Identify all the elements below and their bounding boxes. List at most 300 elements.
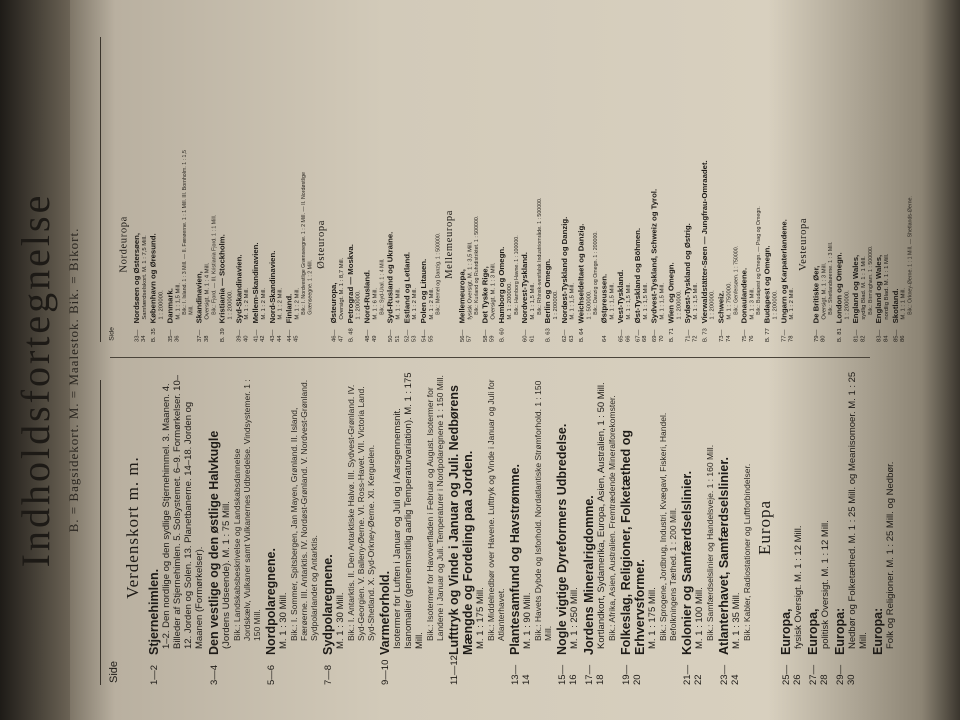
page-number: 69—70 [651,329,665,342]
abbreviation-legend: B. = Bagsidekort. M. = Maalestok. Bik. = Bikort. [66,227,81,533]
index-entry [555,370,580,685]
entry-title: Europa, [806,608,820,655]
entry-description: 1 : 200000. [226,290,234,320]
index-entry [497,147,519,342]
page-number: 77—78 [780,329,795,342]
entry-description: Isotermer for Luften i Januar og Juli og i Aarsgennemsnit. Isanomalier (gennemsnitlig aarlig Temperaturvariation). M. 1 : 175 Mill. [392,372,425,649]
page-column-header: Side [108,660,120,683]
index-entry [667,147,683,342]
entry-body [234,147,249,324]
page-number: 50—51 [387,329,401,342]
entry-title: Syd-Rusland og Ukraine. [385,231,395,324]
entry-title: Folkeslag, Religioner, Folketæthed og Erhvervsformer. [619,429,647,655]
entry-subnote: Bik.: Orkney-Øerne. 1 : 1 Mill. — Shetlands-Øerne. [906,196,913,315]
index-entry [447,370,506,685]
index-entry [577,147,599,342]
entry-body [481,147,497,324]
entry-title: London og Omegn. [834,252,844,324]
page-number: B. 48 [347,328,355,342]
entry-title: Schweiz. [716,290,726,324]
entry-title: Finland. [284,293,294,324]
entry-description: fysisk Oversigt. M. 1 : 3,5 Mill. [466,241,474,320]
entry-subnote: Bik.: Fjord. — III. Kristiania Fjord. 1 : 1 Mill. [210,214,217,315]
entry-description: M. 1 : 200000. [506,282,513,320]
entry-title: Kristiania — Stockholm. [217,234,227,324]
page-number: 79—80 [812,329,827,342]
entry-title: Mellemeuropa, [457,269,467,324]
page-number: 41—42 [252,329,267,342]
index-entry [616,147,632,342]
index-entry [251,147,267,342]
entry-title: Petrograd — Moskva. [346,244,355,324]
page-number: 27—28 [808,664,830,685]
entry-description: M. 1 : 2 Mill. [293,287,301,320]
entry-body [763,147,779,324]
entry-description: M. 1 : 1,5 Mill. [174,283,182,320]
entry-subnote: Bik.: Danzig og Omegn. 1 : 200000. [592,231,599,315]
page-number: 21—22 [682,664,704,685]
entry-description: M. 1 : 2 Mill. [276,287,284,320]
page-number: B. 63 [544,328,552,342]
entry-body [812,147,834,324]
page-number: 43—44 [269,329,283,342]
entries-list [458,147,795,342]
index-entry [234,147,249,342]
entry-body [874,147,890,324]
entry-subnote: Bik.: Birmingham. 1 : 500000. [866,245,874,315]
page-number: 44—45 [285,329,300,342]
entry-description: M. 1 : 30 Mill. [335,592,346,649]
page-column-header: Side [108,327,116,341]
page-number: 62—63 [561,329,575,342]
page-number: 56—57 [458,329,473,342]
entry-title: Europa, [779,608,793,655]
entry-description: Folk og Religioner. M. 1 : 25 Mill. og Nedbør. [885,461,896,649]
index-entry [149,147,165,342]
entry-title: Jordens Mineralrigdomme. [582,495,596,655]
entry-subnote: Bik.: Afrika, Asien, Australien. Fremtrædende Mineralforekomster. [607,395,617,641]
entry-description: 1 : 500000. [585,290,593,320]
page-number: 19—20 [621,664,643,685]
column-divider [110,357,870,358]
entry-body [285,147,313,324]
entry-title: Budapest og Omegn. [762,245,772,324]
entry-body [508,370,553,655]
index-entry [874,147,890,342]
entry-subnote: Bik.: Shetlandsøerne. 1 : 3 Mill. [827,241,834,315]
entry-body [560,147,576,324]
entry-title: Europa: [871,607,885,655]
page-title: Indholdsfortegnelse [13,192,58,568]
index-entry [633,147,649,342]
index-entry [835,147,851,342]
index-entry [600,147,616,342]
entry-description: M. 1 : 2 Mill. [259,287,267,320]
entry-description: 1 : 200000. [771,290,779,320]
entry-body [497,147,519,324]
entry-description: M. 1 : 90 Mill. [522,592,533,649]
page-number: 54—55 [420,329,435,342]
entry-description: M. 1 : 30 Mill. [278,592,289,649]
entry-description: M. 1 : 3 Mill. [748,287,756,320]
entry-title: Vierwaldstätter-Søen — Jungfrau-Omraadet. [700,160,709,324]
divider-left [100,380,101,685]
index-entry [812,147,834,342]
page-number: B. 60 [498,328,506,342]
entry-title: Vest-Tyskland. [616,269,626,324]
entry-description: M. 1 : 2 Mill. [788,287,795,320]
entries-list [812,147,913,342]
entry-body [650,147,666,324]
index-entry [195,147,217,342]
page-number: 73—74 [718,329,732,342]
entry-title: Østeuropa, [329,282,339,324]
entry-title: Den vestlige og den østlige Halvkugle [207,430,221,655]
entry-description: Nedbør og Folketæthed. M. 1 : 25 Mill. og Meanisomoer. M. 1 : 25 Mill. [847,371,869,649]
entry-title: Europa: [833,607,847,655]
page-number: 9—10 [380,659,391,685]
entry-title: Wien og Omegn. [666,262,676,324]
entry-description: M. 1 : 1,5 Mill. [625,283,632,320]
page-number: 65—66 [617,329,632,342]
entry-title: England og Wales, [874,254,883,324]
entry-body [616,147,632,324]
entry-subnote: Bik.: Kabler, Radiostationer og Luftforbindelser. [742,463,752,641]
entry-description: 1 : 200000. [843,290,851,320]
section-heading: Nordeuropa [117,216,130,273]
index-entry [207,370,262,685]
entry-title: Øst-Tyskland og Böhmen. [633,227,642,324]
entries-list [779,370,896,685]
entry-description: M. 1 : 1,5 Mill. [641,283,649,320]
entry-title: Berlin og Omegn. [543,258,552,324]
index-entry [740,147,762,342]
entry-description: M. 1 : 1,5 Mill. [692,283,699,320]
page-number: 67—68 [634,329,649,342]
index-entry [763,147,779,342]
entry-title: Skotland. [891,288,900,324]
page-number: B. 71 [667,328,675,342]
entry-subnote: Jordskælv, Vulkaner samt Vulkanernes Udbredelse. Vindsystemer. 1 : 150 Mill. [242,379,262,641]
page-number: 48—49 [364,329,378,342]
page-number: 23—24 [719,664,741,685]
entry-description: M. 1 : 1,5 Mill. [568,283,576,320]
entry-description: M. 1 : 2 Mill. [243,287,250,320]
entry-description: Kortlandkort, Sydamerika, Europa, Asien, Australien, 1 : 50 Mill. [596,382,607,649]
entry-title: Sydpolaregnene. [321,554,335,655]
page-number: 1—2 [149,664,160,685]
entry-title: Stjernehimlen. [147,568,161,655]
index-entry [508,370,553,685]
entry-description: M. 1 : 175 Mill. [475,587,486,649]
entry-body [458,147,480,324]
entry-title: Hamborg og Omegn. [497,246,507,324]
index-entry [650,147,666,342]
entry-body [403,147,419,324]
entry-subnote: Bik.: Genfersøen. 1 : 750000. [732,245,739,315]
index-entry [851,147,873,342]
entry-body [386,147,402,324]
entry-description: M. 1 : 1,5 Mill. [608,283,616,320]
entry-description: M. 1 : 250 Mill. [569,587,580,649]
page-number: 35—36 [166,329,181,342]
entry-body [779,147,795,324]
entry-description: politisk Oversigt. M. 1 : 12 Mill. [820,520,831,649]
index-entry [481,147,497,342]
entry-description: M. 1 : 1 Mill. [899,287,907,320]
entry-body [264,370,319,655]
page-number: 71—72 [684,329,699,342]
page-number: 37—38 [196,329,210,342]
entry-title: Donaulandene. [739,267,749,324]
entry-body [577,147,599,324]
entry-body [680,370,715,655]
page-number: B. 64 [577,328,585,342]
index-entry [363,147,385,342]
entry-title: Kolonier og Samfærdselslinier. [680,470,694,655]
entry-body [363,147,385,324]
entry-body [806,370,831,655]
entry-body [683,147,699,324]
left-column [108,370,898,685]
entry-title: Polen og Litauen. [419,258,428,324]
entry-description: 1 : 200000. [675,290,683,320]
page-number: 5—6 [266,664,277,685]
entry-body [149,147,165,324]
entry-body [717,147,739,324]
entry-body [700,147,716,324]
entry-body [329,147,345,324]
page-number: 39—40 [235,329,250,342]
entries-list [147,370,752,685]
entry-body [321,370,376,655]
entry-description: 1 : 200000. [551,290,559,320]
entry-description: M. 1 : 750000. [725,282,733,320]
entry-body [582,370,617,655]
entry-body [520,147,542,324]
index-entry [520,147,542,342]
entry-description: M. 1 : 1,5 Mill. [528,283,536,320]
page-number: 81—82 [852,329,867,342]
entry-body [619,370,678,655]
entry-body [543,147,559,324]
entry-subnote: Bik.: I. Island. 1 : 3 Mill. — II. Færøerne. 1 : 1 Mill. III. Bornholm. 1 : 1,5 Mill. [181,150,194,315]
entry-description: M. 1 : 6 Mill. [371,287,379,320]
entry-title: Østpreussen. [599,273,609,324]
index-entry [403,147,419,342]
entry-title: Det Tyske Rige, [480,266,490,324]
entry-title: Lufttryk og Vinde i Januar og Juli. Nedbørens Mængde og Fordeling paa Jorden. [447,385,475,655]
entry-title: Varmeforhold. [378,570,392,655]
entry-description: Oversigt. M. 1 : 3 Mill. [820,262,828,320]
entry-description: M. 1 : 4 Mill. [394,287,402,320]
page-number: 46—47 [330,329,345,342]
page-number: B. 39 [218,328,226,342]
entry-description: M. 1 : 2 Mill. [427,287,435,320]
entry-title: Ungarn og Karpaterlandene. [779,219,789,324]
entry-body [195,147,217,324]
entries-list [329,147,441,342]
entry-subnote: Bik.: I. Antarktis. II. Den Antarktiske Halvø. III. Sydvest-Grønland. IV. Syd-Georgien. V. Balleny-Øerne. VI. Ross-Havet. VII. Victoria Land. Syd-Shetland. X. Syd-Orkney-Øerne. XI. Kerguelen. [346,384,376,641]
index-entry [458,147,480,342]
section-heading: Verdenskort m. m. [123,456,142,599]
entry-body [555,370,580,655]
page-number: 83—84 [875,329,890,342]
index-entry [543,147,559,342]
entry-title: Nord-Skandinavien. [267,250,277,324]
entry-body [268,147,284,324]
section-heading: Østeuropa [314,219,327,269]
entry-subnote: Bik.: Memel og Danzig. 1 : 500000. [434,232,441,315]
entry-body [419,147,441,324]
entry-title: Nordpolaregnene. [264,548,278,655]
entry-subnote: Bik.: Budapest og Omegn. — Prag og Omegn. [755,206,762,315]
page-number: B. 81 [835,328,843,342]
index-entry [582,370,617,685]
index-entry [419,147,441,342]
entry-description: sydlig Blad. M. 1 : 1 Mill. [860,256,867,320]
entry-title: Skandinavien, [194,271,204,324]
index-entry [346,147,362,342]
entry-description: M. 1 : 2 Mill. [411,287,418,320]
page-number: 85—86 [892,329,906,342]
page-number: 58—59 [481,329,496,342]
entry-subnote: Bik.: Kurland og Ruhrdistriktet. 1 : 500000. [473,215,480,315]
entry-body [447,370,506,655]
entry-subnote: Bik.: Havets Dybde og Isforhold. Nordatlantiske Strømforhold. 1 : 150 Mill. [533,380,553,641]
entry-subnote: Bik.: Sprogene, Jordbrug, Industri, Kvægavl, Fiskeri, Handel. Befolkningens Tæthed. 1 : 200 Mill. [658,412,678,641]
entry-description: fysisk Oversigt. M. 1 : 12 Mill. [793,525,804,649]
entry-subnote: Bik.: Samfærdselslinier og Handelsveje. 1 : 160 Mill. [705,444,715,641]
index-entry [779,147,795,342]
entry-description: 1 : 200000. [157,290,165,320]
entry-title: Nordvest-Tyskland. [520,252,529,324]
entry-title: Atlanterhavet, Samfærdselslinier. [717,457,731,655]
entry-title: Plantesamfund og Havstrømme. [508,463,522,655]
index-entry [264,370,319,685]
entry-description: 1 : 200000. [708,290,716,320]
index-entry [218,147,234,342]
entry-description: Oversigt. M. 1 : 8,7 Mill. [338,257,345,320]
page-number: B. 35 [150,328,157,342]
entry-title: Nord-Rusland. [362,270,372,324]
section-heading: Mellemeuropa [442,209,455,279]
entry-subnote: Bik.: I. Sommer, Spitsbergen, Jan Mayen, Grønland. II. Island, Færøerne. III. Antarktis. IV. Nordøst-Grønland. V. Nordvest-Grønland. Sydpolarlandet og Antarktis. [289,379,319,641]
entry-body [207,370,262,655]
index-entry [560,147,576,342]
page-number: 7—8 [323,664,334,685]
entry-title: Weichseldeltaet og Danzig. [576,223,586,324]
entry-body [251,147,267,324]
index-entry [329,147,345,342]
entry-title: Estland og Letland. [402,251,412,324]
page-number: 64 [600,335,608,342]
entry-title: Danmark. [165,288,175,324]
entry-description: M. 1 : 35 Mill. [731,592,742,649]
page-number: 13—14 [510,664,532,685]
entry-subnote: Bik.: Isotermer for Havoverfladen i Februar og August. Isotermer for Landene i Januar og Juli. Temperaturer i Nordpolaregnene 1 : 150 Mill. [425,375,445,641]
section-heading: Vesteuropa [796,217,809,271]
entry-title: Nordøst-Tyskland og Danzig. [559,216,569,324]
entry-body [667,147,683,324]
entry-body [378,370,445,655]
entry-description: Oversigt. M. 1 : 3 Mill. [489,262,497,320]
index-entry [700,147,716,342]
index-entry [132,147,148,342]
entries-list [132,147,312,342]
entry-body [600,147,616,324]
entry-description: M. 1 : 175 Mill. [647,587,658,649]
page-number: 60—61 [521,329,536,342]
page-number: B. 73 [701,328,709,342]
index-entry [680,370,715,685]
entry-body [633,147,649,324]
page-number: 15—16 [557,664,579,685]
entry-subnote: Bik.: Syd-Ural. 1 : 4 Mill. [378,258,385,315]
entry-title: England og Wales, [851,254,861,324]
entry-title: De Britiske Øer, [811,265,821,324]
entry-subnote: Bik.: I. Nordvestlige Grænseegne. 1 : 2 Mill. — II. Nordøstlige Grænseegne. 1 : 2 Mill. [300,172,313,315]
index-entry [321,370,376,685]
entry-subnote: Bik.: Rhinsk-westfalsk Industriområde. 1 : 500000. [535,197,542,315]
entry-subnote: Bik.: Hamborg Havne. 1 : 100000. [512,235,520,315]
right-column [108,147,914,342]
index-entry [871,370,896,685]
entry-body [891,147,913,324]
entry-description: (Jordens Udseende). M. 1 : 75 Mill. [221,501,232,649]
entry-body [147,370,205,655]
entry-body [218,147,234,324]
index-entry [619,370,678,685]
page-number: 3—4 [209,664,220,685]
entry-body [717,370,752,655]
entry-body [166,147,194,324]
entry-title: Mellem-Skandinavien. [251,242,260,324]
entry-title: Sydvest-Tyskland, Schweiz og Tyrol. [649,188,659,324]
entry-title: København og Øresund. [148,233,158,324]
entry-subnote: Bik.: Landskabsbeskrivelse og Landskabsdannelse [232,448,242,641]
page-number: 52—53 [403,329,418,342]
entry-description: 1–2. Den nordlige og den sydlige Stjernehimmel. 3. Maanen. 4. Billeder af Stjernehimlen. 5. Solsystemet. 6–9. Formørkelser. 10–12. Jorden og Solen. 13. Planetbanerne. 14–18. Jorden og Maanen (Formørkelser). [161,374,205,649]
index-entry [683,147,699,342]
index-entry [717,370,752,685]
entry-description: Oversigt. M. 1 : 4 Mill. [203,262,211,320]
index-entry [717,147,739,342]
index-entry [268,147,284,342]
entry-body [779,370,804,655]
entry-description: 1 : 200000. [354,290,362,320]
entry-description: M. 1 : 100 Mill. [694,587,705,649]
index-entry [779,370,804,685]
entry-body [851,147,873,324]
entry-title: Syd-Skandinavien. [234,254,244,324]
index-entry [147,370,205,685]
entry-description: nordlig Blad. M. 1 : 1 Mill. [883,253,890,320]
entry-body [740,147,762,324]
entry-title: Nordsøen og Østersøen, [132,232,141,324]
entry-description: M. 1 : 1,5 Mill. [658,283,666,320]
index-entry [285,147,313,342]
entry-body [132,147,148,324]
entry-description: Samfærdselskort. M. 1 : 7,5 Mill. [140,235,148,320]
section-heading: Europa [755,499,774,556]
divider-right [100,37,101,342]
page-number [871,655,873,685]
entry-title: Sydøst-Tyskland og Østrig. [683,223,693,324]
page-number: 75—76 [741,329,755,342]
page-number: 17—18 [584,664,606,685]
index-entry [806,370,831,685]
